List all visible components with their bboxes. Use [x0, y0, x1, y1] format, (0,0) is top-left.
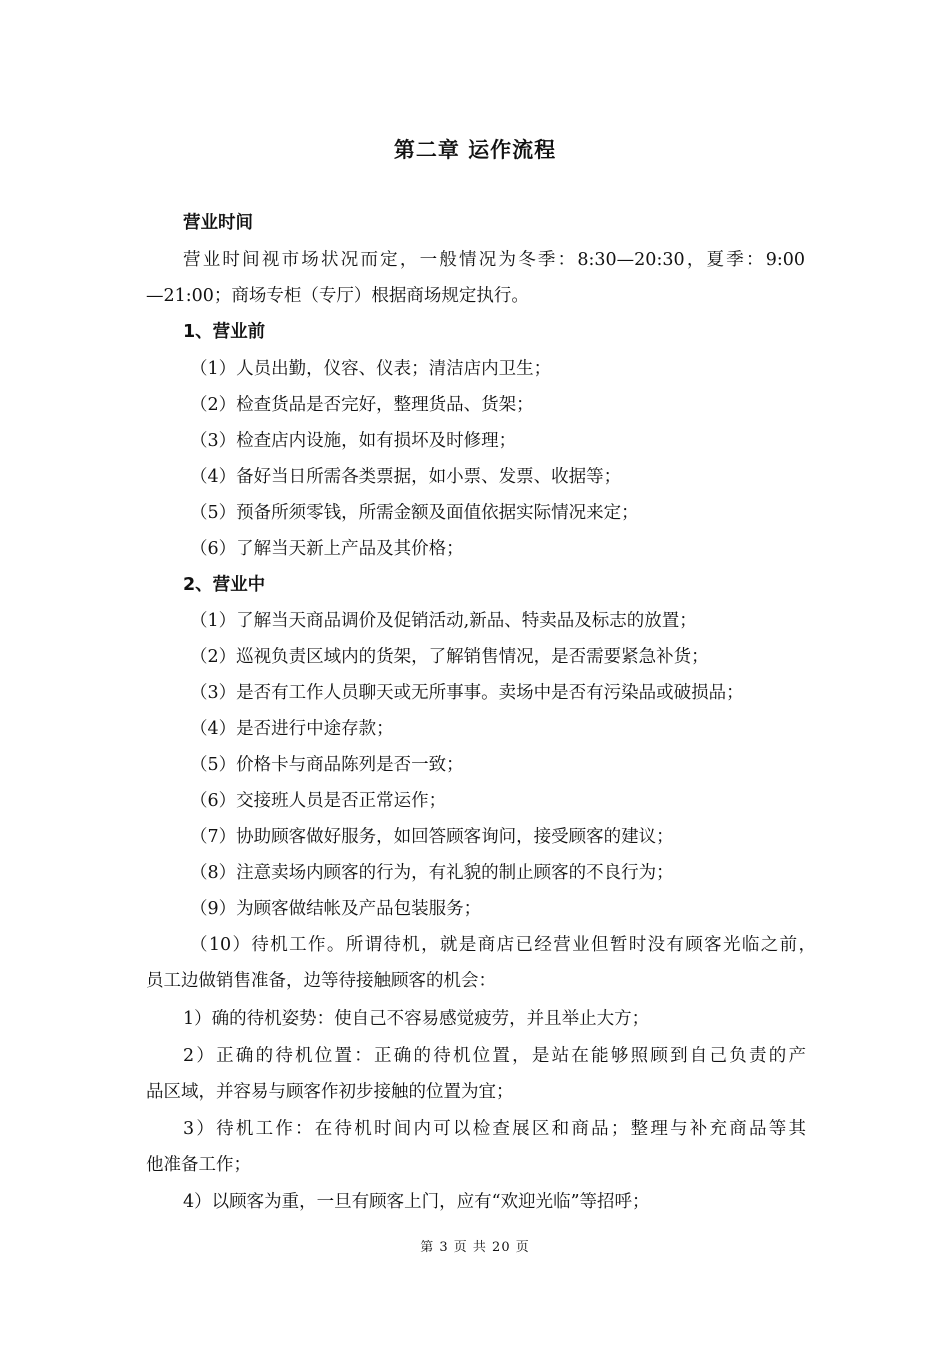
sub-item-3-line-1: 3）待机工作：在待机时间内可以检查展区和商品；整理与补充商品等其	[183, 1119, 806, 1139]
list-item: （7）协助顾客做好服务，如回答顾客询问，接受顾客的建议；	[190, 827, 674, 847]
sub-item-3-line-2: 他准备工作；	[146, 1155, 251, 1175]
sub-item-2-line-2: 品区域，并容易与顾客作初步接触的位置为宜；	[146, 1082, 514, 1102]
list-item: （2）检查货品是否完好，整理货品、货架；	[190, 395, 534, 415]
list-item: （4）是否进行中途存款；	[190, 719, 394, 739]
section-heading: 营业时间	[183, 213, 253, 233]
list-item: （3）是否有工作人员聊天或无所事事。卖场中是否有污染品或破损品；	[190, 683, 744, 703]
sub-item-2-line-1: 2）正确的待机位置：正确的待机位置，是站在能够照顾到自己负责的产	[183, 1046, 806, 1066]
list-item: （1）了解当天商品调价及促销活动,新品、特卖品及标志的放置；	[190, 611, 697, 631]
list-item: （6）了解当天新上产品及其价格；	[190, 539, 464, 559]
list-item: （5）预备所须零钱，所需金额及面值依据实际情况来定；	[190, 503, 639, 523]
list-item-10-line-1: （10）待机工作。所谓待机，就是商店已经营业但暂时没有顾客光临之前，	[190, 935, 816, 955]
list-item: （4）备好当日所需各类票据，如小票、发票、收据等；	[190, 467, 622, 487]
list-item: （6）交接班人员是否正常运作；	[190, 791, 447, 811]
before-heading: 1、营业前	[183, 322, 266, 342]
chapter-title: 第二章 运作流程	[393, 138, 557, 162]
sub-item-4: 4）以顾客为重，一旦有顾客上门，应有“欢迎光临”等招呼；	[183, 1192, 650, 1212]
during-heading: 2、营业中	[183, 575, 266, 595]
sub-item-1: 1）确的待机姿势：使自己不容易感觉疲劳，并且举止大方；	[183, 1009, 650, 1029]
list-item-10-line-2: 员工边做销售准备，边等待接触顾客的机会：	[146, 971, 496, 991]
intro-line-1: 营业时间视市场状况而定，一般情况为冬季：8:30—20:30，夏季：9:00	[183, 250, 805, 270]
list-item: （1）人员出勤，仪容、仪表；清洁店内卫生；	[190, 359, 552, 379]
list-item: （5）价格卡与商品陈列是否一致；	[190, 755, 464, 775]
list-item: （2）巡视负责区域内的货架，了解销售情况，是否需要紧急补货；	[190, 647, 709, 667]
list-item: （9）为顾客做结帐及产品包装服务；	[190, 899, 482, 919]
list-item: （3）检查店内设施，如有损坏及时修理；	[190, 431, 517, 451]
intro-line-2: —21:00；商场专柜（专厅）根据商场规定执行。	[146, 286, 529, 306]
list-item: （8）注意卖场内顾客的行为，有礼貌的制止顾客的不良行为；	[190, 863, 674, 883]
page-footer: 第 3 页 共 20 页	[420, 1240, 530, 1255]
